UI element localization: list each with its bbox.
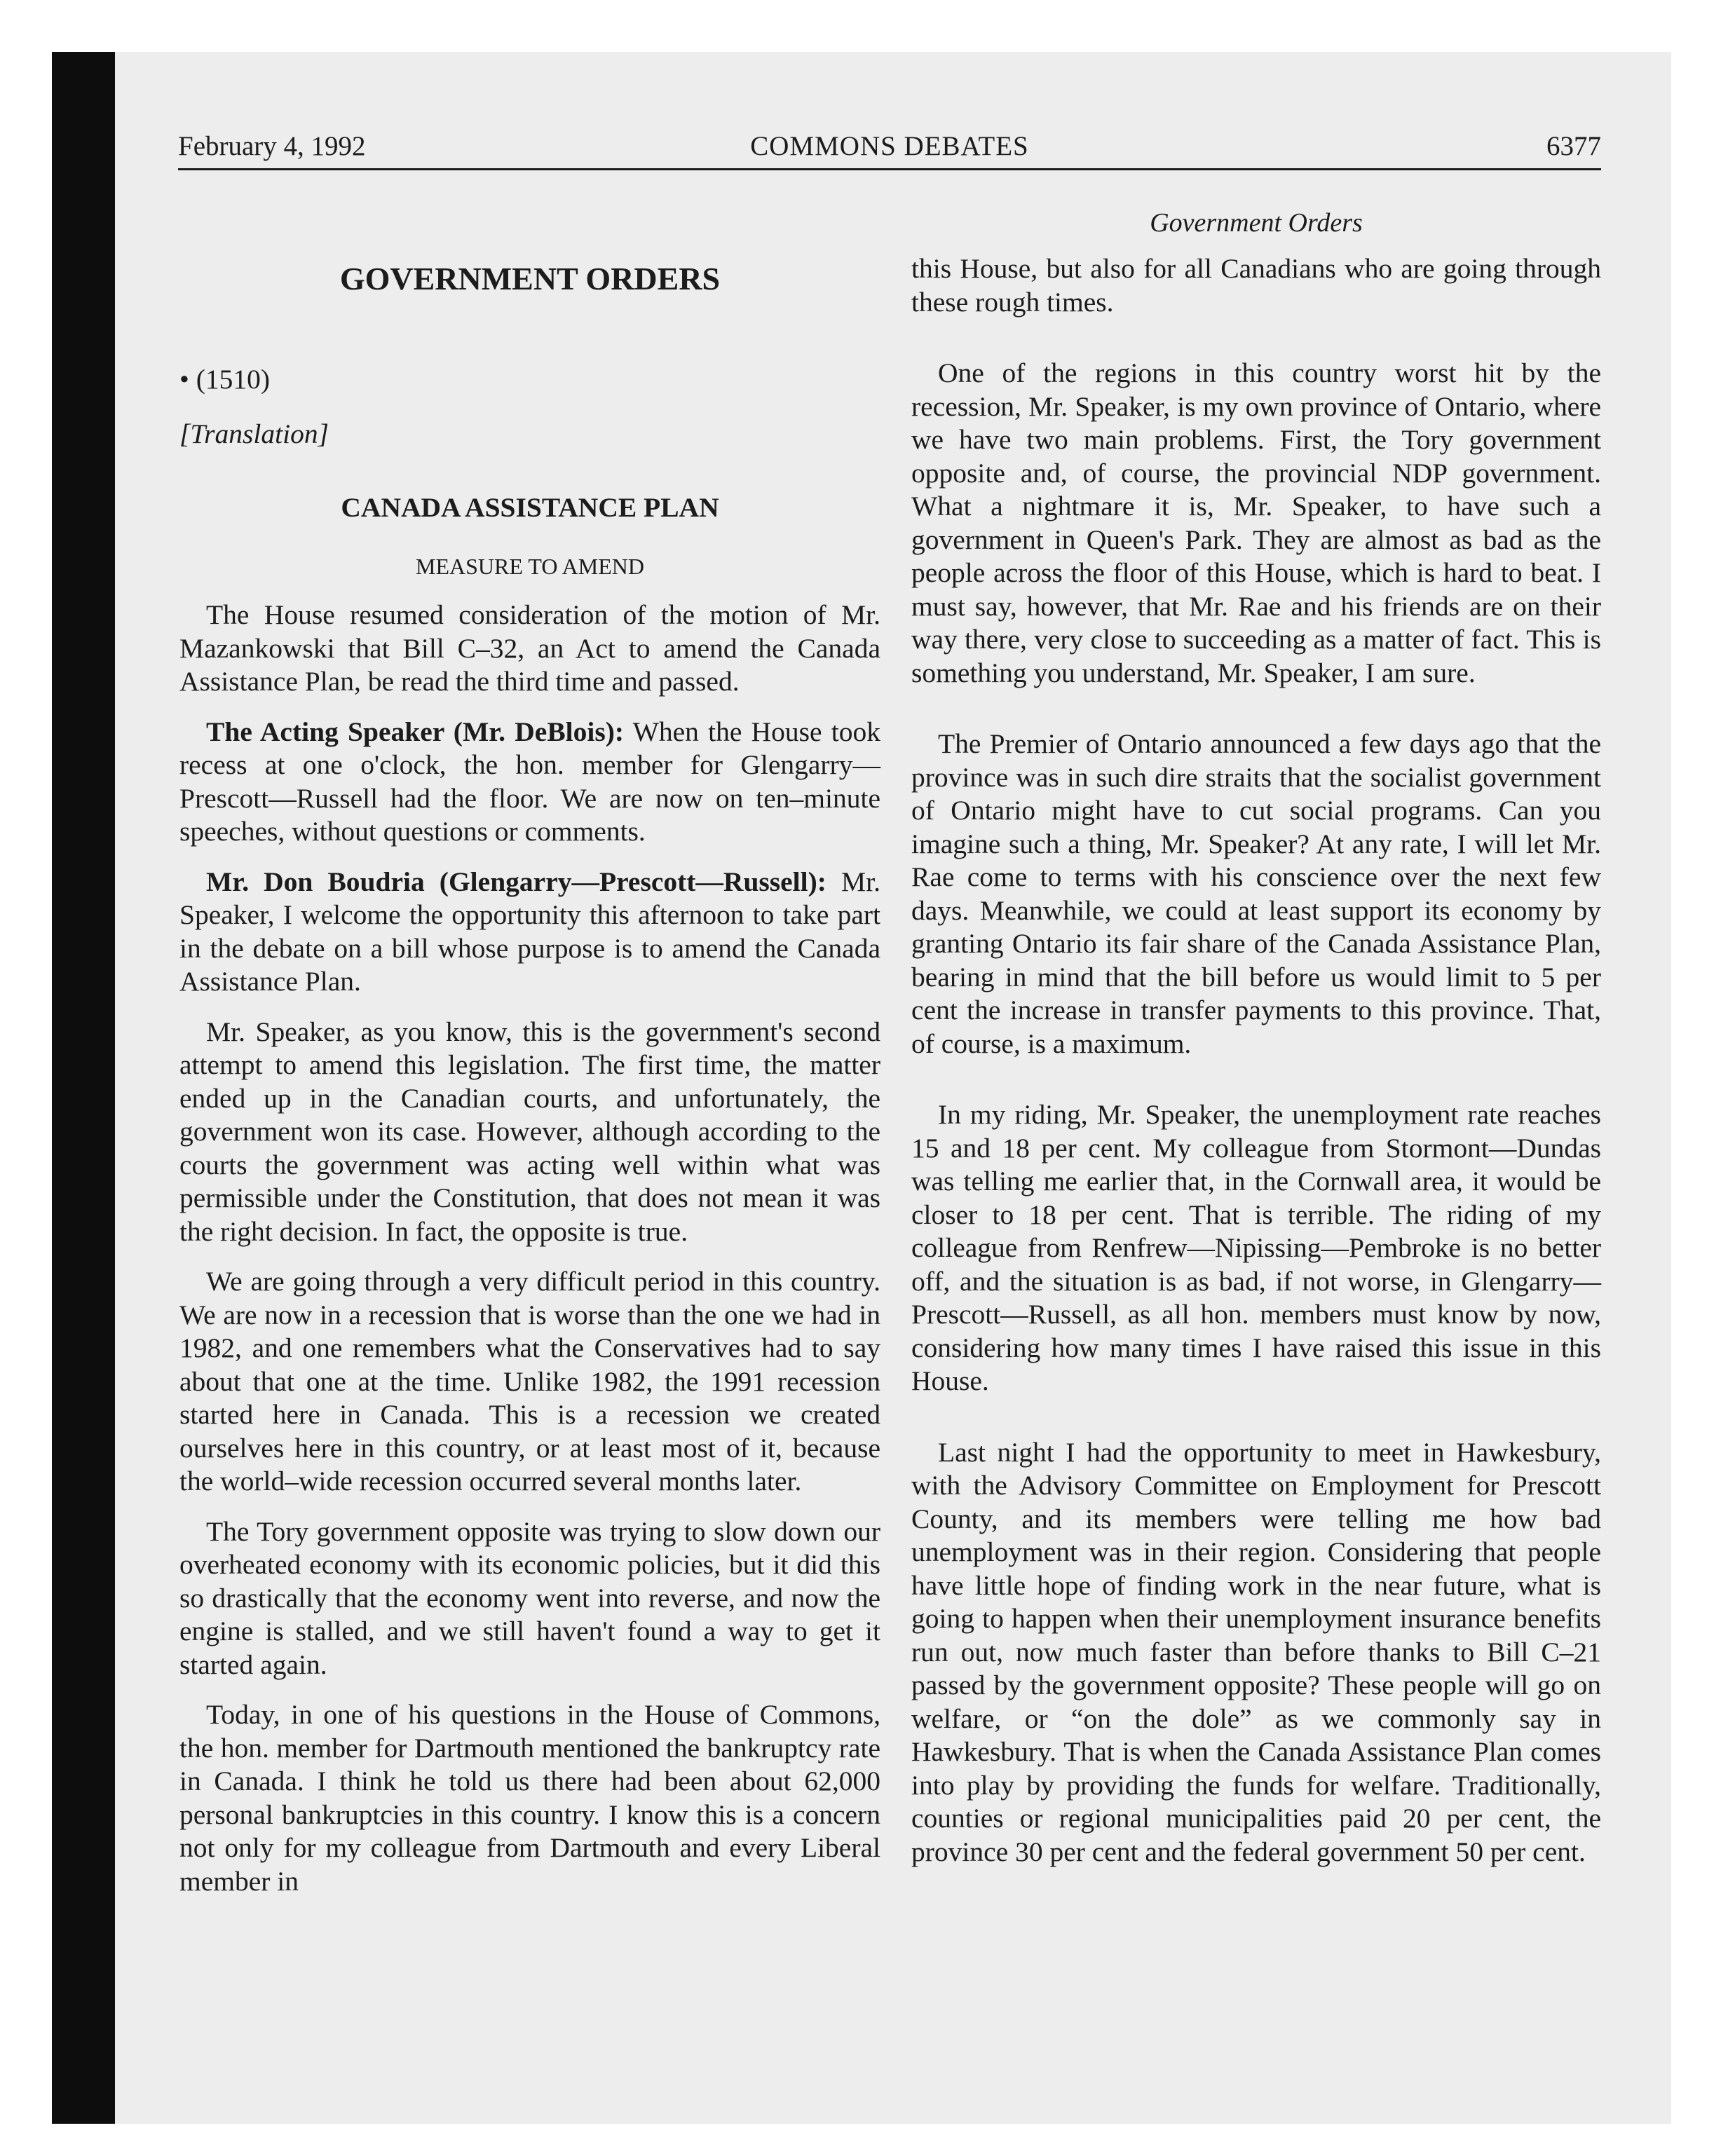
right-column — [911, 252, 1601, 1869]
translation-note — [179, 418, 880, 451]
paragraph-acting-speaker — [179, 716, 880, 849]
paragraph: Mr. Speaker, as you know, this is the government's second attempt to amend this legislation. The first time, the matter ended up in the Canadian courts, and unfortunately, the government won its case. However, although according to the courts the government was acting well within what was permissible under the Constitution, that does not mean it was the right decision. In fact, the opposite is true. — [179, 1016, 880, 1247]
section-title: GOVERNMENT ORDERS — [339, 261, 721, 296]
paragraph: Today, in one of his questions in the House of Commons, the hon. member for Dartmouth mentioned the bankruptcy rate in Canada. I think he told us there had been about 62,000 personal bankruptcies in this country. I know this is a concern not only for my colleague from Dartmouth and every Liberal member in — [179, 1699, 880, 1897]
translation-note-text: [Translation] — [179, 418, 329, 449]
speech-text: When the House took recess at one o'clock, the hon. member for Glengarry—Prescott—Russell had the floor. We are now on ten–minute speeches, without questions or comments. — [179, 716, 880, 847]
paragraph-motion: The House resumed consideration of the motion of Mr. Mazankowski that Bill C–32, an Act to amend the Canada Assistance Plan, be read the third time and passed. — [179, 599, 880, 697]
paragraph: The Premier of Ontario announced a few days ago that the province was in such dire straits that the socialist government of Ontario might have to cut social programs. Can you imagine such a thing, Mr. Speaker? At any rate, I will let Mr. Rae come to terms with his conscience over the next few days. Meanwhile, we could at least support its economy by granting Ontario its fair share of the Canada Assistance Plan, bearing in mind that the bill before us would limit to 5 per cent the increase in transfer payments to this province. That, of course, is a maximum. — [911, 728, 1601, 1059]
binding-edge — [52, 52, 115, 2124]
paragraph: One of the regions in this country worst hit by the recession, Mr. Speaker, is my own province of Ontario, where we have two main problems. First, the Tory government opposite and, of course, the provincial NDP government. What a nightmare it is, Mr. Speaker, to have such a government in Queen's Park. They are almost as bad as the people across the floor of this House, which is hard to beat. I must say, however, that Mr. Rae and his friends are on their way there, very close to succeeding as a matter of fact. This is something you understand, Mr. Speaker, I am sure. — [911, 357, 1601, 688]
left-column — [179, 252, 880, 1898]
subject-subtitle: MEASURE TO AMEND — [416, 553, 644, 579]
paragraph: We are going through a very difficult period in this country. We are now in a recession that is worse than the one we had in 1982, and one remembers what the Conservatives had to say about that one at the time. Unlike 1982, the 1991 recession started here in Canada. This is a recession we created ourselves here in this country, or at least most of it, because the world–wide recession occurred several months later. — [179, 1266, 880, 1496]
header-date: February 4, 1992 — [178, 131, 366, 161]
time-marker: • (1510) — [179, 364, 271, 395]
paragraph: The Tory government opposite was trying to slow down our overheated economy with its economic policies, but it did this so drastically that the economy went into reverse, and now the engine is stalled, and we still haven't found a way to get it started again. — [179, 1515, 880, 1680]
subject-title: CANADA ASSISTANCE PLAN — [341, 492, 719, 523]
paragraph-boudria — [179, 866, 880, 999]
running-head: Government Orders — [1150, 208, 1363, 238]
speaker-name: Mr. Don Boudria (Glengarry—Prescott—Russell): — [206, 866, 826, 897]
paragraph-continued: this House, but also for all Canadians who are going through these rough times. — [911, 253, 1601, 318]
speech-text: Mr. Speaker, I welcome the opportunity this afternoon to take part in the debate on a bill whose purpose is to amend the Canada Assistance Plan. — [179, 866, 880, 997]
page-header — [178, 125, 1601, 167]
paragraph: In my riding, Mr. Speaker, the unemployment rate reaches 15 and 18 per cent. My colleague from Stormont—Dundas was telling me earlier that, in the Cornwall area, it would be closer to 18 per cent. That is terrible. The riding of my colleague from Renfrew—Nipissing—Pembroke is no better off, and the situation is as bad, if not worse, in Glengarry—Prescott—Russell, as all hon. members must know by now, considering how many times I have raised this issue in this House. — [911, 1099, 1601, 1396]
paragraph: Last night I had the opportunity to meet in Hawkesbury, with the Advisory Committee on Employment for Prescott County, and its members were telling me how bad unemployment was in their region. Considering that people have little hope of finding work in the near future, what is going to happen when their unemployment insurance benefits run out, now much faster than before thanks to Bill C–21 passed by the government opposite? These people will go on welfare, or “on the dole” as we commonly say in Hawkesbury. That is when the Canada Assistance Plan comes into play by providing the funds for welfare. Traditionally, counties or regional municipalities paid 20 per cent, the province 30 per cent and the federal government 50 per cent. — [911, 1436, 1601, 1867]
page-number: 6377 — [1546, 131, 1601, 161]
header-rule — [178, 168, 1601, 170]
header-title: COMMONS DEBATES — [750, 131, 1029, 161]
speaker-name: The Acting Speaker (Mr. DeBlois): — [206, 716, 625, 747]
